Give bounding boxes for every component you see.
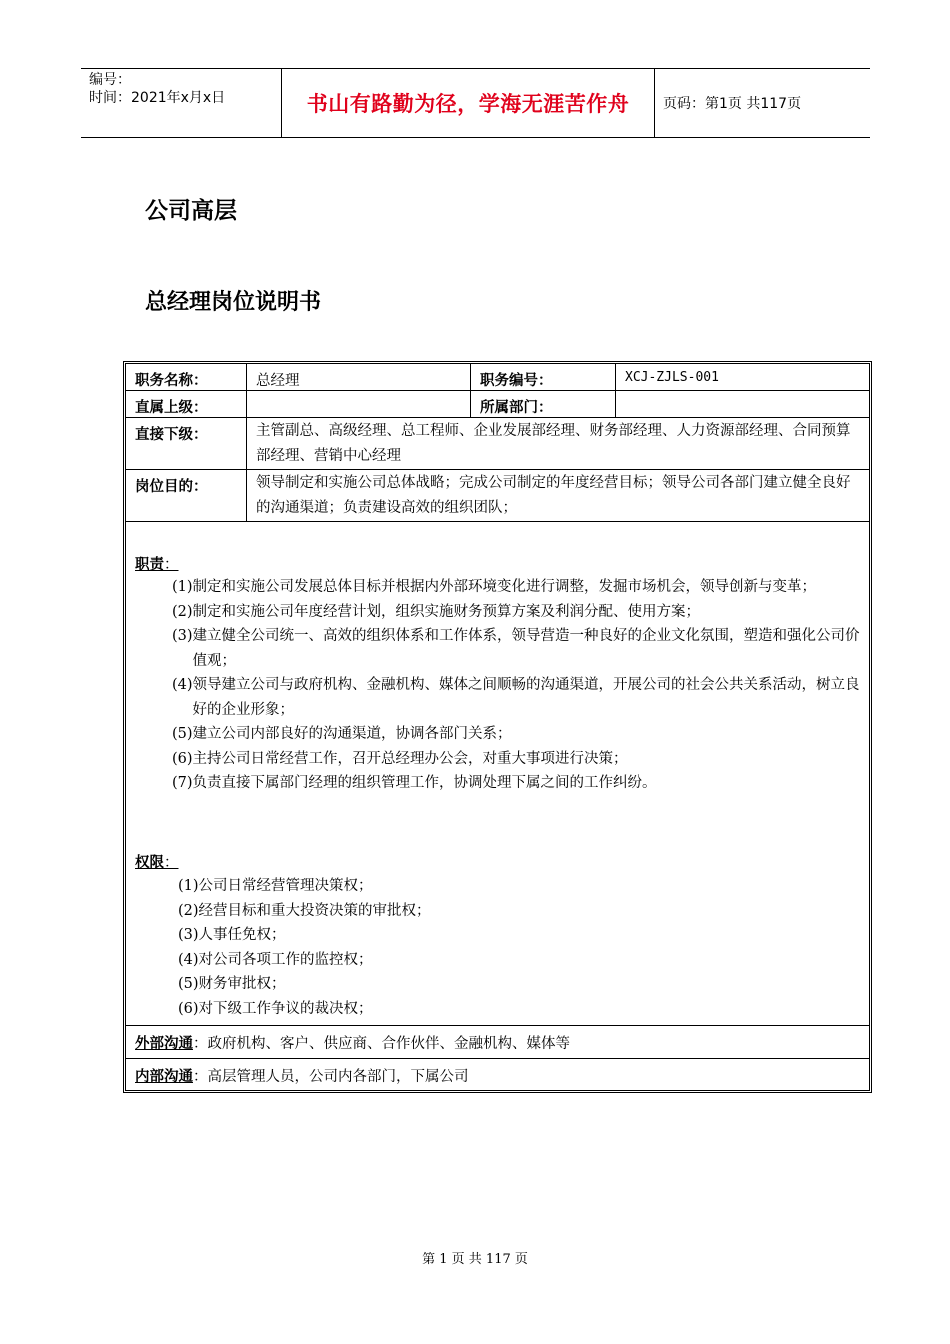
department-label: 所属部门： [470,391,615,417]
subordinates-value: 主管副总、高级经理、总工程师、企业发展部经理、财务部经理、人力资源部经理、合同预算部经理、营销中心经理 [246,418,869,469]
row-external-communication: 外部沟通：政府机构、客户、供应商、合作伙伴、金融机构、媒体等 [126,1026,869,1059]
document-number: 编号： [89,72,131,88]
list-item: (5) 建立公司内部良好的沟通渠道，协调各部门关系； [172,726,512,742]
list-item: (2) 制定和实施公司年度经营计划，组织实施财务预算方案及利润分配、使用方案； [172,603,701,620]
internal-label: 内部沟通 [135,1069,193,1085]
page-number: 页码：第1页 共117页 [663,96,802,112]
list-item: (2) 经营目标和重大投资决策的审批权； [178,902,431,919]
row-superior [126,391,869,418]
list-item: (5) 财务审批权； [178,976,286,992]
page-footer: 第 1 页 共 117 页 [422,1252,528,1267]
duties-list [172,575,861,796]
row-subordinates [126,418,869,470]
document-date: 时间：2021年x月x日 [89,90,226,106]
page-header [81,68,870,138]
row-job-name [126,364,869,391]
list-item: (6) 主持公司日常经营工作，召开总经理办公会，对重大事项进行决策； [172,750,628,767]
row-duties-authority [126,522,869,1026]
header-meta [81,69,282,137]
list-item: (3) 人事任免权； [178,927,286,943]
list-item: (7) 负责直接下属部门经理的组织管理工作，协调处理下属之间的工作纠纷。 [172,775,657,791]
external-value: 政府机构、客户、供应商、合作伙伴、金融机构、媒体等 [207,1036,570,1052]
superior-label: 直属上级： [135,400,208,416]
section-title: 公司高层 [145,198,237,224]
list-item: (6) 对下级工作争议的裁决权； [178,1000,373,1017]
row-internal-communication: 内部沟通：高层管理人员，公司内各部门，下属公司 [135,1069,469,1085]
duties-heading: 职责： [135,557,179,573]
purpose-value: 领导制定和实施公司总体战略；完成公司制定的年度经营目标；领导公司各部门建立健全良好的沟通渠道；负责建设高效的组织团队； [246,470,869,521]
job-name-label: 职务名称： [135,373,208,389]
header-motto-cell [282,69,655,137]
document-title: 总经理岗位说明书 [145,290,322,315]
list-item: (3) 建立健全公司统一、高效的组织体系和工作体系，领导营造一种良好的企业文化氛围，塑造和强化公司价值观； [172,628,860,669]
external-label: 外部沟通 [135,1036,193,1052]
list-item: (4) 对公司各项工作的监控权； [178,951,373,968]
internal-value: 高层管理人员，公司内各部门，下属公司 [207,1069,469,1085]
list-item: (1) 公司日常经营管理决策权； [178,878,373,894]
job-name-value: 总经理 [246,364,470,390]
superior-value [246,391,470,417]
department-value [615,391,869,417]
job-description-form [123,361,872,1093]
job-code-label: 职务编号： [470,364,615,390]
header-page-info [654,69,870,137]
authority-heading: 权限： [135,855,179,871]
row-purpose [126,470,869,522]
header-motto: 书山有路勤为径，学海无涯苦作舟 [306,92,630,116]
list-item: (4) 领导建立公司与政府机构、金融机构、媒体之间顺畅的沟通渠道，开展公司的社会公共关系活动，树立良好的企业形象； [172,677,860,718]
job-code-value: XCJ-ZJLS-001 [615,364,869,390]
list-item: (1) 制定和实施公司发展总体目标并根据内外部环境变化进行调整，发掘市场机会，领导创新与变革； [172,579,817,595]
subordinates-label: 直接下级： [135,427,208,443]
purpose-label: 岗位目的： [135,479,208,495]
authority-list [178,874,861,1021]
